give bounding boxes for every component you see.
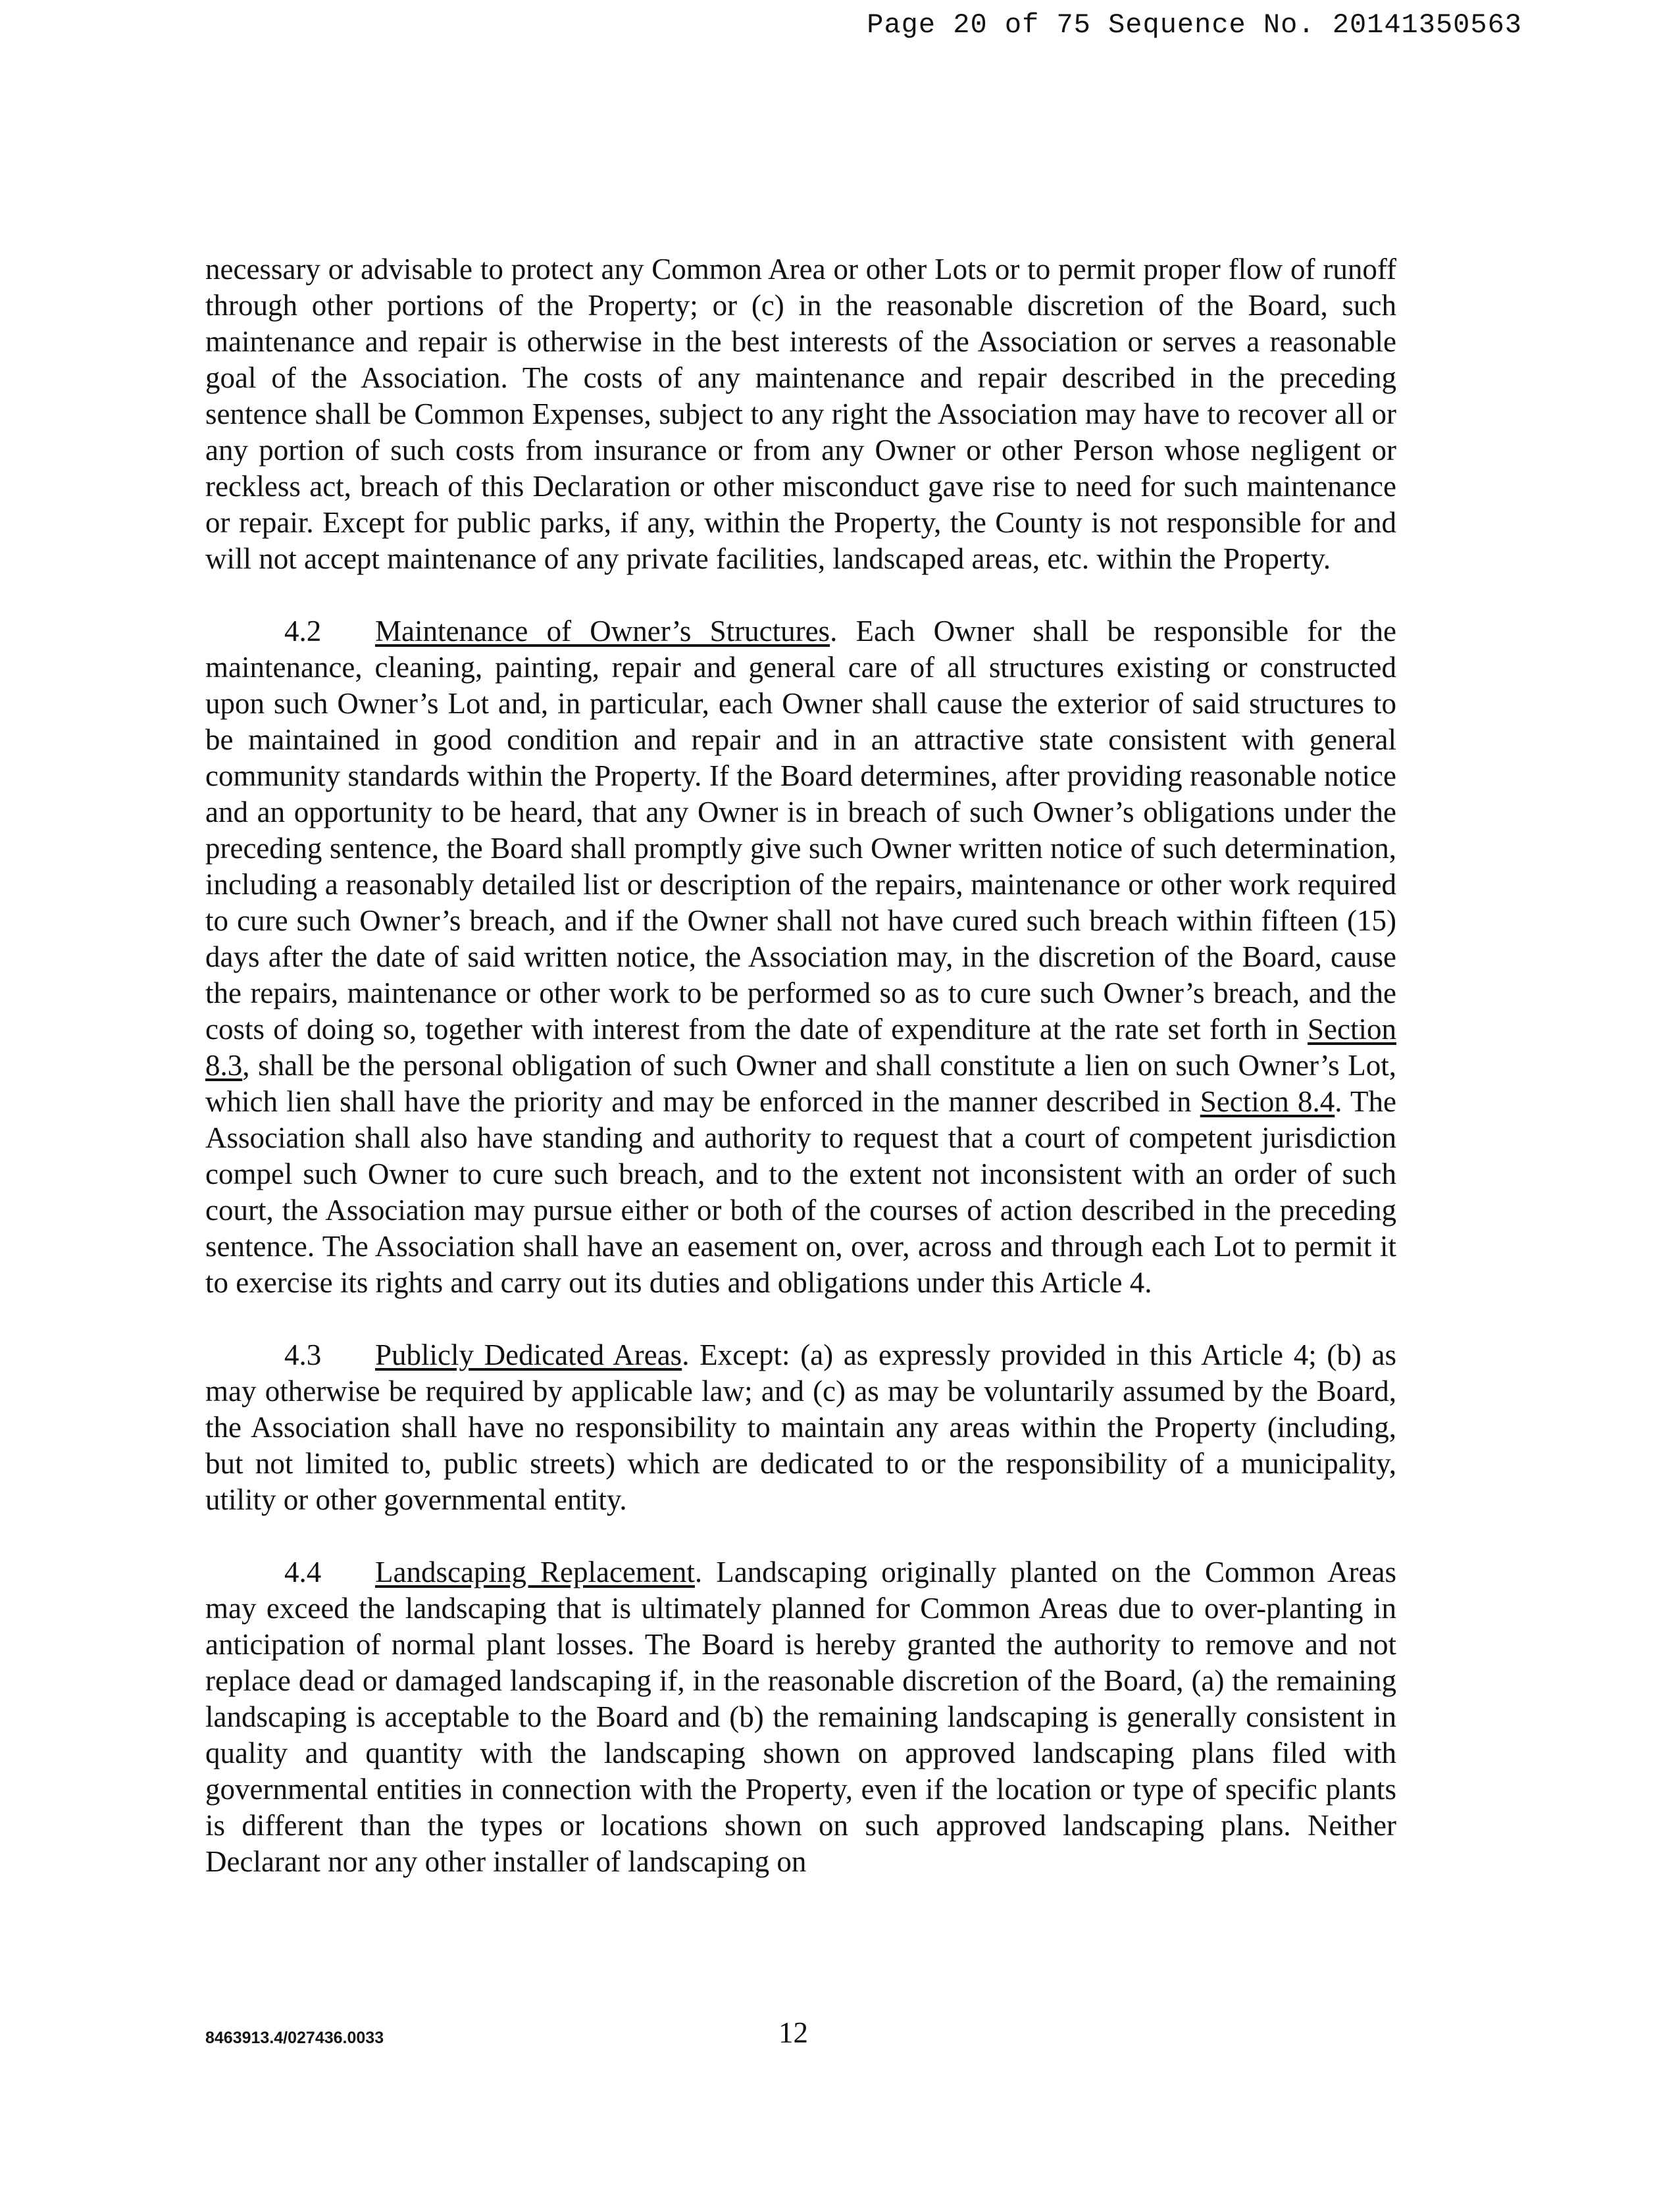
document-body bbox=[205, 251, 1396, 1916]
section-4-3-paragraph bbox=[205, 1337, 1396, 1518]
section-heading: Landscaping Replacement bbox=[375, 1556, 695, 1588]
section-number: 4.2 bbox=[284, 615, 322, 647]
document-id: 8463913.4/027436.0033 bbox=[205, 2029, 384, 2047]
section-heading: Maintenance of Owner’s Structures bbox=[375, 615, 830, 647]
section-text: . Except: (a) as expressly provided in this Article 4; (b) as may otherwise be required by applicable law; and (c) as may be voluntarily assumed by the Board, the Association shall have no responsibility to maintain any areas within the Property (including, but not limited to, public streets) which are dedicated to or the responsibility of a municipality, utility or other governmental entity. bbox=[205, 1338, 1396, 1516]
section-number: 4.4 bbox=[284, 1556, 322, 1588]
page-number: 12 bbox=[778, 2016, 808, 2049]
section-text: . Each Owner shall be responsible for the maintenance, cleaning, painting, repair and general care of all structures existing or constructed upon such Owner’s Lot and, in particular, each Owner shall cause the exterior of said structures to be maintained in good condition and repair and in an attractive state consistent with general community standards within the Property. If the Board determines, after providing reasonable notice and an opportunity to be heard, that any Owner is in breach of such Owner’s obligations under the preceding sentence, the Board shall promptly give such Owner written notice of such determination, including a reasonably detailed list or description of the repairs, maintenance or other work required to cure such Owner’s breach, and if the Owner shall not have cured such breach within fifteen (15) days after the date of said written notice, the Association may, in the discretion of the Board, cause the repairs, maintenance or other work to be performed so as to cure such Owner’s breach, and the costs of doing so, together with interest from the date of expenditure at the rate set forth in bbox=[205, 615, 1396, 1046]
section-text: . Landscaping originally planted on the Common Areas may exceed the landscaping that is ultimately planned for Common Areas due to over-planting in anticipation of normal plant losses. The Board is hereby granted the authority to remove and not replace dead or damaged landscaping if, in the reasonable discretion of the Board, (a) the remaining landscaping is acceptable to the Board and (b) the remaining landscaping is generally consistent in quality and quantity with the landscaping shown on approved landscaping plans filed with governmental entities in connection with the Property, even if the location or type of specific plants is different than the types or locations shown on such approved landscaping plans. Neither Declarant nor any other installer of landscaping on bbox=[205, 1556, 1396, 1878]
section-text: , shall be the personal obligation of such Owner and shall constitute a lien on such Owner’s Lot, which lien shall have the priority and may be enforced in the manner described in bbox=[205, 1049, 1396, 1118]
section-heading: Publicly Dedicated Areas bbox=[375, 1338, 682, 1371]
section-text: . The Association shall also have standing and authority to request that a court of competent jurisdiction compel such Owner to cure such breach, and to the extent not inconsistent with an order of such court, the Association may pursue either or both of the courses of action described in the preceding sentence. The Association shall have an easement on, over, across and through each Lot to permit it to exercise its rights and carry out its duties and obligations under this Article 4. bbox=[205, 1085, 1396, 1299]
section-reference: Section 8.4 bbox=[1200, 1085, 1335, 1118]
continued-paragraph: necessary or advisable to protect any Common Area or other Lots or to permit proper flow of runoff through other portions of the Property; or (c) in the reasonable discretion of the Board, such maintenance and repair is otherwise in the best interests of the Association or serves a reasonable goal of the Association. The costs of any maintenance and repair described in the preceding sentence shall be Common Expenses, subject to any right the Association may have to recover all or any portion of such costs from insurance or from any Owner or other Person whose negligent or reckless act, breach of this Declaration or other misconduct gave rise to need for such maintenance or repair. Except for public parks, if any, within the Property, the County is not responsible for and will not accept maintenance of any private facilities, landscaped areas, etc. within the Property. bbox=[205, 253, 1396, 575]
section-number: 4.3 bbox=[284, 1338, 322, 1371]
page-sequence-stamp: Page 20 of 75 Sequence No. 20141350563 bbox=[867, 9, 1522, 41]
section-4-2-paragraph bbox=[205, 613, 1396, 1301]
section-4-4-paragraph bbox=[205, 1554, 1396, 1880]
section-reference: Section 8.3 bbox=[205, 1013, 1396, 1082]
